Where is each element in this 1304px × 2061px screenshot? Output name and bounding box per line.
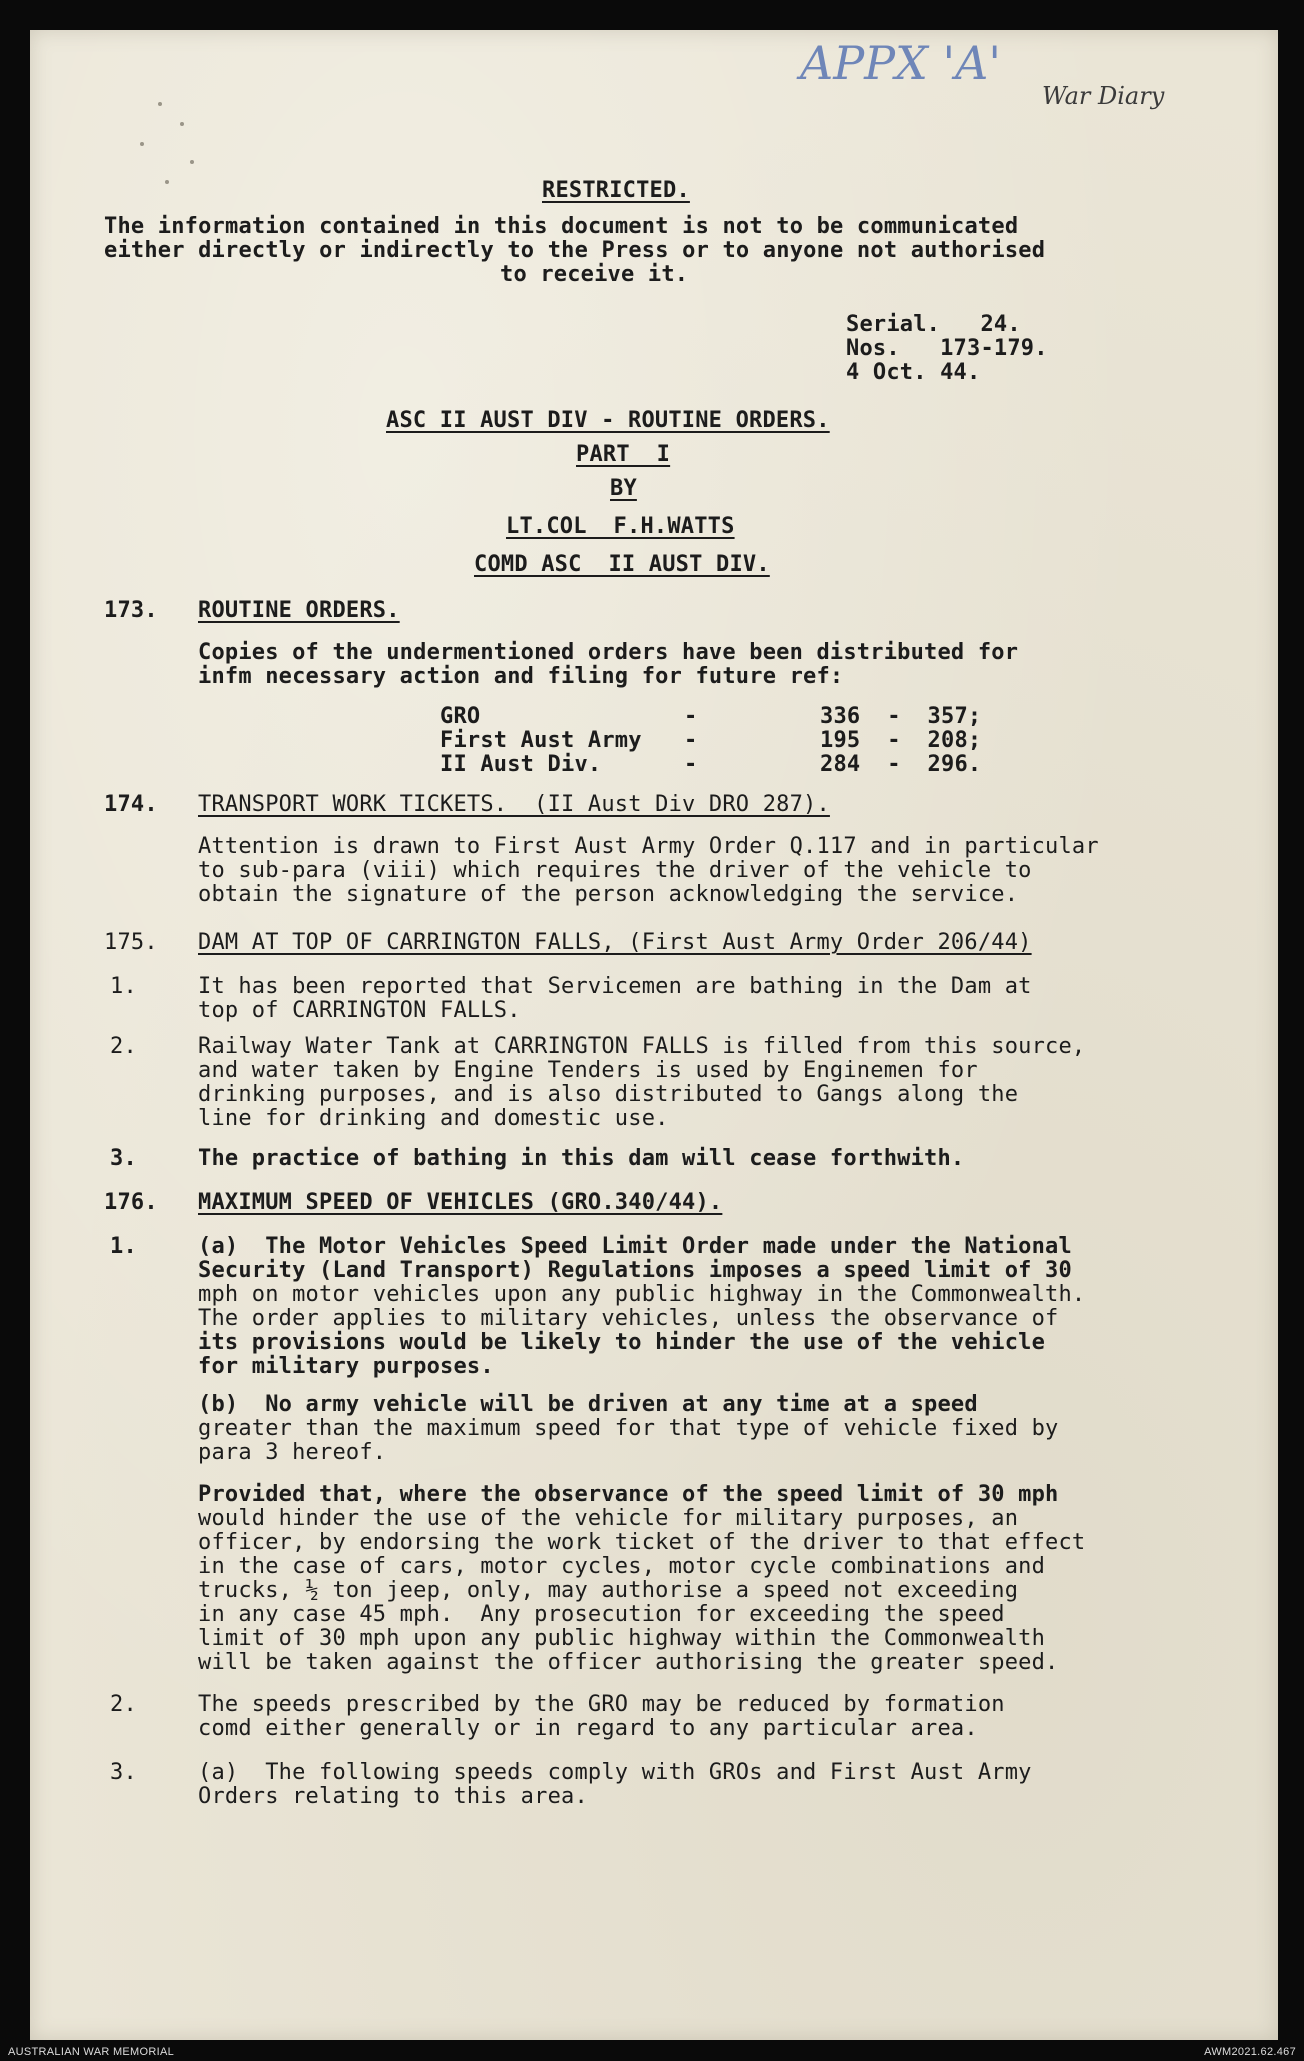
order-number-174: 174. — [104, 792, 158, 817]
order-text: mph on motor vehicles upon any public highway in the Commonwealth. — [198, 1282, 1086, 1307]
order-text: para 3 hereof. — [198, 1440, 387, 1465]
order-text: infm necessary action and filing for future ref: — [198, 664, 844, 689]
order-text: The order applies to military vehicles, unless the observance of — [198, 1306, 1059, 1331]
order-text: The speeds prescribed by the GRO may be reduced by formation — [198, 1692, 1005, 1717]
order-text: top of CARRINGTON FALLS. — [198, 998, 521, 1023]
order-text: (a) The Motor Vehicles Speed Limit Order made under the National — [198, 1234, 1072, 1259]
distribution-range: 336 - 357; — [820, 704, 982, 729]
order-numbers: Nos. 173-179. — [846, 336, 1048, 361]
officer-name: LT.COL F.H.WATTS — [506, 514, 735, 539]
paper-speck — [190, 160, 194, 164]
order-date: 4 Oct. 44. — [846, 360, 981, 385]
paragraph-number: 3. — [110, 1760, 137, 1785]
by-label: BY — [610, 476, 637, 501]
footer-institution: AUSTRALIAN WAR MEMORIAL — [8, 2046, 175, 2058]
order-number-173: 173. — [104, 598, 158, 623]
notice-line: The information contained in this document is not to be communicated — [104, 214, 1019, 239]
order-number-175: 175. — [104, 930, 158, 955]
paragraph-number: 2. — [110, 1692, 137, 1717]
order-text: in the case of cars, motor cycles, motor cycle combinations and — [198, 1554, 1046, 1579]
order-text: will be taken against the officer authorising the greater speed. — [198, 1650, 1059, 1675]
notice-line: to receive it. — [500, 262, 689, 287]
order-text: Provided that, where the observance of the speed limit of 30 mph — [198, 1482, 1059, 1507]
order-text: in any case 45 mph. Any prosecution for exceeding the speed — [198, 1602, 1005, 1627]
command-title: COMD ASC II AUST DIV. — [474, 552, 770, 577]
notice-line: either directly or indirectly to the Press or to anyone not authorised — [104, 238, 1046, 263]
paragraph-number: 2. — [110, 1034, 137, 1059]
paragraph-number: 3. — [110, 1146, 137, 1171]
order-text: The practice of bathing in this dam will cease forthwith. — [198, 1146, 965, 1171]
paper-speck — [180, 122, 184, 126]
paper-speck — [165, 180, 169, 184]
handwritten-appx: APPX 'A' — [800, 36, 1002, 90]
order-text: officer, by endorsing the work ticket of the driver to that effect — [198, 1530, 1086, 1555]
paper-speck — [140, 142, 144, 146]
order-text: (a) The following speeds comply with GROs and First Aust Army — [198, 1760, 1032, 1785]
paragraph-number: 1. — [110, 1234, 137, 1259]
order-number-176: 176. — [104, 1190, 158, 1215]
order-text: Railway Water Tank at CARRINGTON FALLS is filled from this source, — [198, 1034, 1086, 1059]
order-text: It has been reported that Servicemen are bathing in the Dam at — [198, 974, 1032, 999]
paragraph-number: 1. — [110, 974, 137, 999]
order-text: (b) No army vehicle will be driven at any time at a speed — [198, 1392, 978, 1417]
order-text: Copies of the undermentioned orders have been distributed for — [198, 640, 1019, 665]
restricted-heading: RESTRICTED. — [542, 178, 690, 203]
order-text: and water taken by Engine Tenders is used by Enginemen for — [198, 1058, 978, 1083]
order-text: to sub-para (viii) which requires the driver of the vehicle to — [198, 858, 1032, 883]
order-text: Orders relating to this area. — [198, 1784, 588, 1809]
order-text: obtain the signature of the person acknowledging the service. — [198, 882, 1019, 907]
order-text: trucks, ½ ton jeep, only, may authorise a speed not exceeding — [198, 1578, 1019, 1603]
order-text: comd either generally or in regard to any particular area. — [198, 1716, 978, 1741]
order-heading-174: TRANSPORT WORK TICKETS. (II Aust Div DRO 287). — [198, 792, 830, 817]
distribution-range: 284 - 296. — [820, 752, 982, 777]
order-text: Security (Land Transport) Regulations imposes a speed limit of 30 — [198, 1258, 1072, 1283]
distribution-dash: - — [684, 728, 698, 753]
serial-number: Serial. 24. — [846, 312, 1021, 337]
footer-accession-number: AWM2021.62.467 — [1204, 2046, 1296, 2058]
distribution-name: First Aust Army — [440, 728, 642, 753]
order-text: drinking purposes, and is also distributed to Gangs along the — [198, 1082, 1019, 1107]
document-title: ASC II AUST DIV - ROUTINE ORDERS. — [386, 408, 830, 433]
part-label: PART I — [576, 442, 671, 467]
order-heading-176: MAXIMUM SPEED OF VEHICLES (GRO.340/44). — [198, 1190, 723, 1215]
paper-speck — [158, 102, 162, 106]
order-text: Attention is drawn to First Aust Army Order Q.117 and in particular — [198, 834, 1099, 859]
distribution-range: 195 - 208; — [820, 728, 982, 753]
order-text: would hinder the use of the vehicle for military purposes, an — [198, 1506, 1019, 1531]
order-text: for military purposes. — [198, 1354, 494, 1379]
order-text: its provisions would be likely to hinder the use of the vehicle — [198, 1330, 1046, 1355]
distribution-dash: - — [684, 752, 698, 777]
order-heading-175: DAM AT TOP OF CARRINGTON FALLS, (First Aust Army Order 206/44) — [198, 930, 1032, 955]
handwritten-war-diary: War Diary — [1042, 82, 1165, 110]
distribution-name: GRO — [440, 704, 481, 729]
distribution-dash: - — [684, 704, 698, 729]
order-heading-173: ROUTINE ORDERS. — [198, 598, 400, 623]
order-text: limit of 30 mph upon any public highway within the Commonwealth — [198, 1626, 1046, 1651]
document-page — [30, 30, 1278, 2040]
order-text: line for drinking and domestic use. — [198, 1106, 669, 1131]
order-text: greater than the maximum speed for that type of vehicle fixed by — [198, 1416, 1059, 1441]
distribution-name: II Aust Div. — [440, 752, 602, 777]
